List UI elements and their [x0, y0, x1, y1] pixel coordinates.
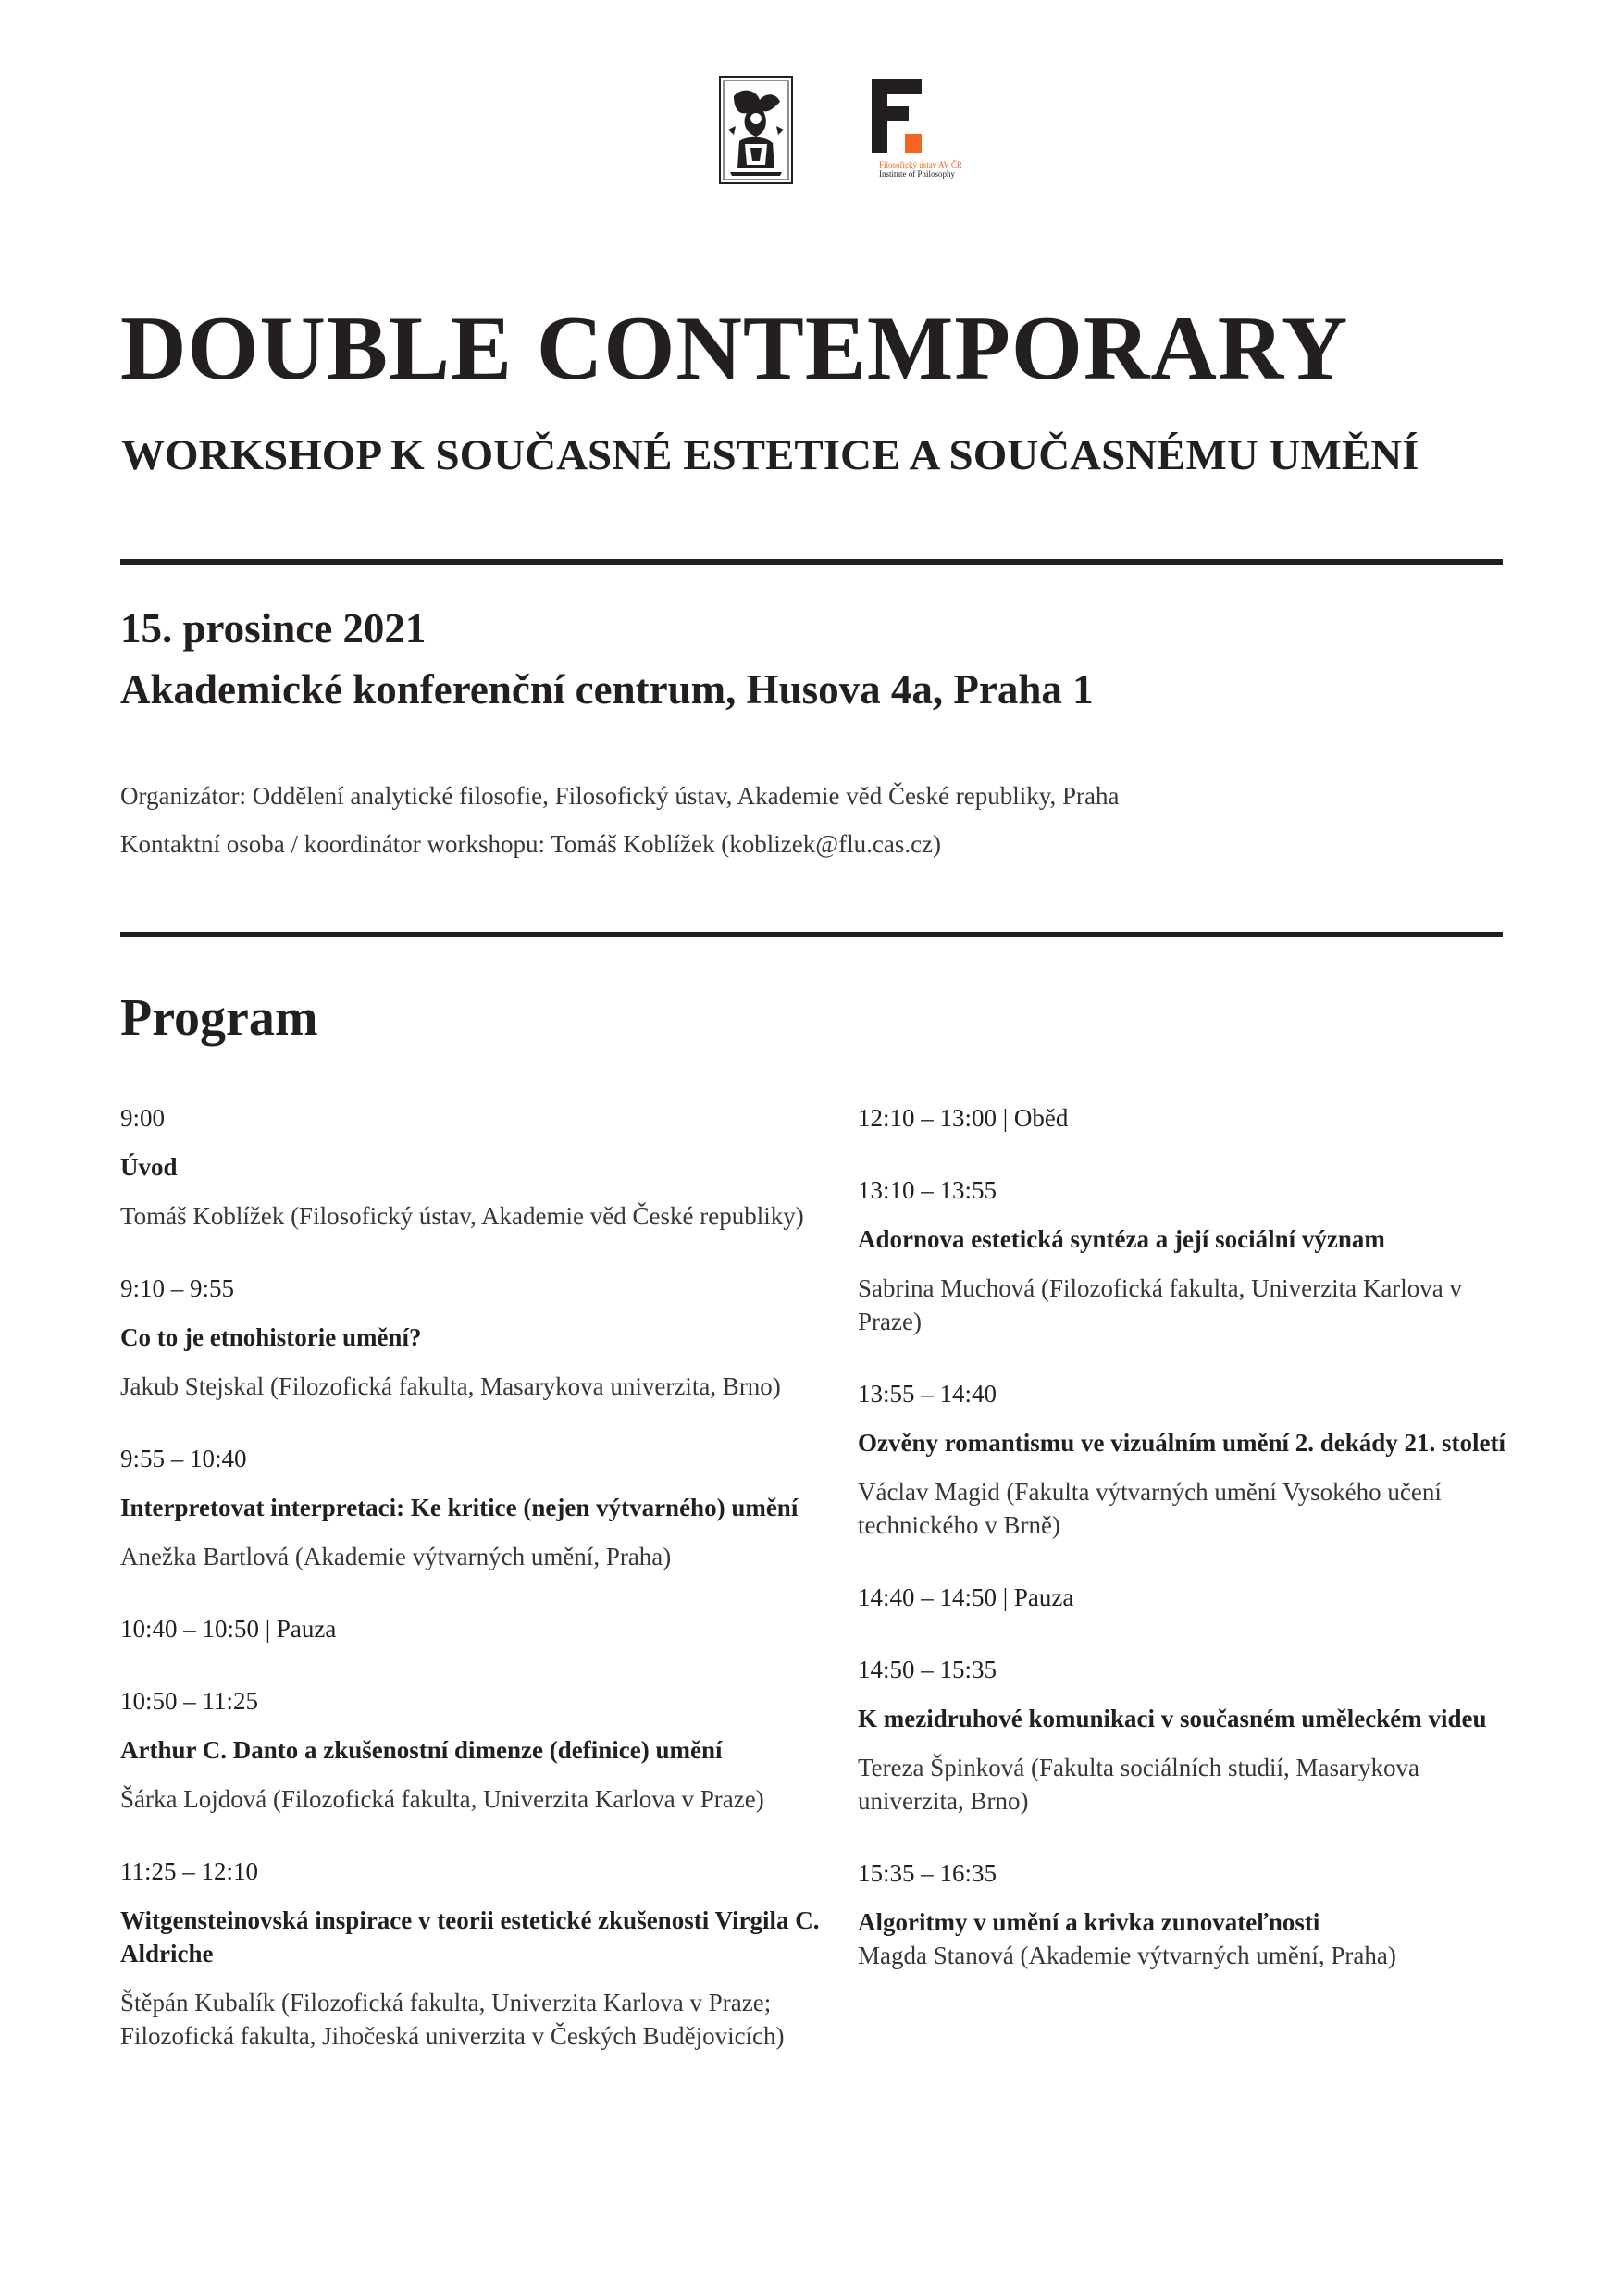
program-talk-title: Adornova estetická syntéza a její sociální význam — [858, 1225, 1385, 1253]
program-item — [858, 1377, 1505, 1542]
program-time: 9:10 – 9:55 — [120, 1274, 235, 1302]
program-speaker: Šárka Lojdová (Filozofická fakulta, Univerzita Karlova v Praze) — [120, 1785, 764, 1813]
program-item — [120, 1684, 824, 1816]
program-speaker: Václav Magid (Fakulta výtvarných umění Vysokého učení technického v Brně) — [858, 1478, 1442, 1539]
program-time: 15:35 – 16:35 — [858, 1859, 997, 1887]
emblem-icon — [719, 76, 793, 184]
program-column-left — [120, 1101, 824, 2091]
program-talk-title: Arthur C. Danto a zkušenostní dimenze (definice) umění — [120, 1736, 723, 1764]
contact-line: Kontaktní osoba / koordinátor workshopu: Tomáš Koblížek (koblizek@flu.cas.cz) — [120, 830, 942, 858]
program-talk-title: Úvod — [120, 1153, 178, 1181]
program-speaker: Tereza Špinková (Fakulta sociálních studií, Masarykova univerzita, Brno) — [858, 1754, 1419, 1815]
program-heading: Program — [120, 989, 318, 1047]
program-speaker: Sabrina Muchová (Filozofická fakulta, Univerzita Karlova v Praze) — [858, 1274, 1463, 1335]
divider — [120, 932, 1503, 937]
program-speaker: Anežka Bartlová (Akademie výtvarných umění, Praha) — [120, 1543, 672, 1570]
institute-caption-line2: Institute of Philosophy — [879, 169, 956, 179]
program-time: 14:50 – 15:35 — [858, 1656, 997, 1683]
f-logo-icon — [870, 79, 925, 155]
divider — [120, 559, 1503, 565]
program-time: 9:00 — [120, 1104, 166, 1132]
program-item — [120, 1855, 824, 2053]
program-talk-title: Witgensteinovská inspirace v teorii estetické zkušenosti Virgila C. Aldriche — [120, 1906, 820, 1967]
program-time: 10:50 – 11:25 — [120, 1687, 259, 1715]
program-break — [858, 1101, 1505, 1135]
institute-caption-line1: Filosofický ústav AV ČR — [879, 160, 962, 169]
program-speaker: Jakub Stejskal (Filozofická fakulta, Masarykova univerzita, Brno) — [120, 1372, 781, 1400]
program-break — [120, 1612, 824, 1645]
program-time: 9:55 – 10:40 — [120, 1445, 247, 1472]
page-subtitle: WORKSHOP K SOUČASNÉ ESTETICE A SOUČASNÉMU UMĚNÍ — [121, 431, 1419, 479]
program-speaker: Magda Stanová (Akademie výtvarných umění, Praha) — [858, 1942, 1396, 1969]
program-column-right — [858, 1101, 1505, 2011]
page-title: DOUBLE CONTEMPORARY — [120, 298, 1349, 399]
program-item — [120, 1101, 824, 1233]
university-emblem-logo — [719, 76, 793, 184]
program-talk-title: Interpretovat interpretaci: Ke kritice (nejen výtvarného) umění — [120, 1494, 799, 1521]
program-time: 10:40 – 10:50 | Pauza — [120, 1615, 337, 1643]
program-item — [858, 1653, 1505, 1818]
program-speaker: Tomáš Koblížek (Filosofický ústav, Akademie věd České republiky) — [120, 1202, 804, 1230]
institute-of-philosophy-logo — [870, 79, 972, 185]
program-time: 11:25 – 12:10 — [120, 1857, 259, 1885]
program-time: 14:40 – 14:50 | Pauza — [858, 1583, 1074, 1611]
program-time: 13:55 – 14:40 — [858, 1380, 997, 1408]
program-break — [858, 1581, 1505, 1614]
event-venue: Akademické konferenční centrum, Husova 4a, Praha 1 — [120, 666, 1094, 713]
program-talk-title: Co to je etnohistorie umění? — [120, 1323, 422, 1351]
logo-bar — [0, 74, 1623, 190]
program-speaker: Štěpán Kubalík (Filozofická fakulta, Univerzita Karlova v Praze; Filozofická fakulta, Jihočeská univerzita v Českých Budějovicích) — [120, 1989, 785, 2050]
program-item — [858, 1173, 1505, 1338]
program-item — [858, 1856, 1505, 1972]
organizer-line: Organizátor: Oddělení analytické filosofie, Filosofický ústav, Akademie věd České republiky, Praha — [120, 782, 1120, 810]
program-talk-title: Algoritmy v umění a krivka zunovateľnosti — [858, 1908, 1320, 1936]
program-talk-title: Ozvěny romantismu ve vizuálním umění 2. dekády 21. století — [858, 1429, 1506, 1457]
program-item — [120, 1272, 824, 1403]
institute-caption — [879, 160, 981, 179]
program-talk-title: K mezidruhové komunikaci v současném uměleckém videu — [858, 1705, 1487, 1732]
program-item — [120, 1442, 824, 1573]
program-time: 13:10 – 13:55 — [858, 1176, 997, 1204]
event-date: 15. prosince 2021 — [120, 605, 427, 652]
program-time: 12:10 – 13:00 | Oběd — [858, 1104, 1069, 1132]
